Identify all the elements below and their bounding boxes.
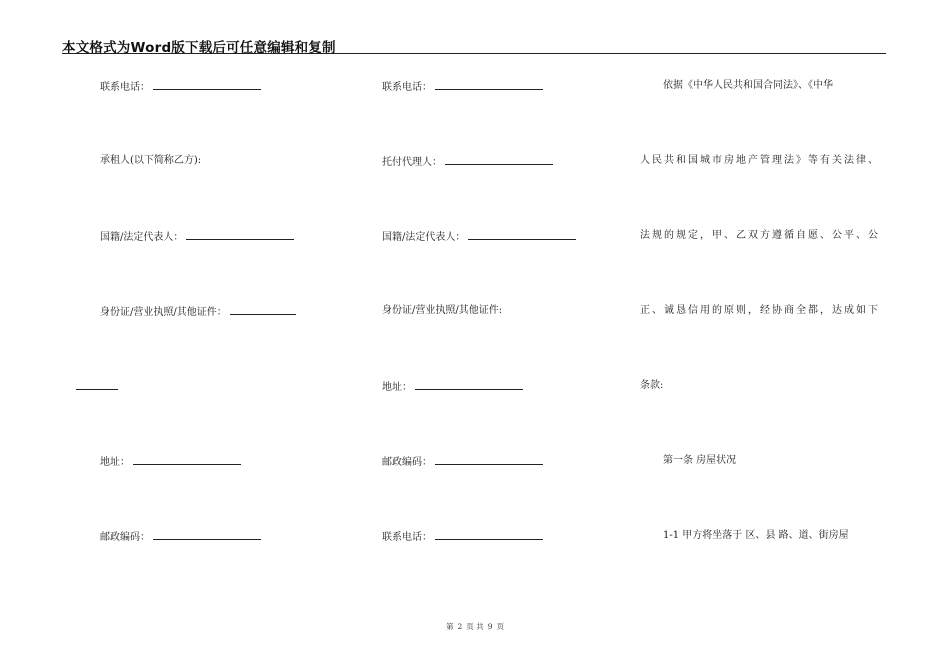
col2-postcode-field — [382, 455, 543, 469]
header-divider — [62, 53, 886, 54]
col3-paragraph-line2: 人民共和国城市房地产管理法》等有关法律、 — [640, 155, 878, 166]
col2-phone2-label: 联系电话： — [382, 532, 432, 543]
col2-nationality-blank — [468, 230, 576, 240]
col3-paragraph-line1: 依据《中华人民共和国合同法》、《中华 — [663, 80, 833, 91]
col1-phone-field — [100, 80, 261, 94]
col3-paragraph-line3: 法规的规定，甲、乙双方遵循自愿、公平、公 — [640, 230, 878, 241]
col1-nationality-blank — [186, 230, 294, 240]
col2-agent-field — [382, 155, 553, 169]
footer-total-pages: 9 — [487, 622, 493, 631]
col1-address-label: 地址： — [100, 457, 130, 468]
col1-postcode-field — [100, 530, 261, 544]
col1-id-label: 身份证/营业执照/其他证件： — [100, 307, 227, 318]
page-header-title: 本文格式为Word版下载后可任意编辑和复制 — [62, 40, 336, 56]
col1-lessee-heading: 承租人(以下简称乙方): — [100, 155, 202, 166]
col1-nationality-field — [100, 230, 294, 244]
col1-id-blank-continued — [76, 380, 118, 394]
col1-postcode-label: 邮政编码： — [100, 532, 150, 543]
col1-id-blank — [230, 305, 296, 315]
col1-phone-blank — [153, 80, 261, 90]
col2-postcode-label: 邮政编码： — [382, 457, 432, 468]
col1-address-field — [100, 455, 241, 469]
col2-nationality-label: 国籍/法定代表人： — [382, 232, 466, 243]
col1-phone-label: 联系电话： — [100, 82, 150, 93]
footer-current-page: 2 — [457, 622, 463, 631]
col2-address-blank — [415, 380, 523, 390]
footer-suffix: 页 — [496, 622, 504, 631]
col3-clause-line: 1-1 甲方将坐落于 区、县 路、道、街房屋 — [663, 530, 849, 541]
col2-nationality-field — [382, 230, 576, 244]
col1-id-field — [100, 305, 296, 319]
col2-agent-label: 托付代理人： — [382, 157, 442, 168]
col2-id-label: 身份证/营业执照/其他证件: — [382, 305, 503, 316]
page-footer — [0, 621, 950, 632]
footer-middle: 页 共 — [466, 622, 484, 631]
col2-phone2-field — [382, 530, 543, 544]
col2-agent-blank — [445, 155, 553, 165]
col2-phone-blank — [435, 80, 543, 90]
col2-phone-label: 联系电话： — [382, 82, 432, 93]
col1-nationality-label: 国籍/法定代表人： — [100, 232, 184, 243]
col2-postcode-blank — [435, 455, 543, 465]
col2-phone2-blank — [435, 530, 543, 540]
footer-prefix: 第 — [446, 622, 454, 631]
col2-address-field — [382, 380, 523, 394]
col3-paragraph-line5: 条款: — [640, 380, 664, 391]
col1-address-blank — [133, 455, 241, 465]
col1-postcode-blank — [153, 530, 261, 540]
col2-phone-field — [382, 80, 543, 94]
col3-paragraph-line4: 正、诚恳信用的原则，经协商全都，达成如下 — [640, 305, 878, 316]
col2-address-label: 地址： — [382, 382, 412, 393]
col1-id-blank-line2 — [76, 380, 118, 390]
col3-article-heading: 第一条 房屋状况 — [663, 455, 737, 466]
